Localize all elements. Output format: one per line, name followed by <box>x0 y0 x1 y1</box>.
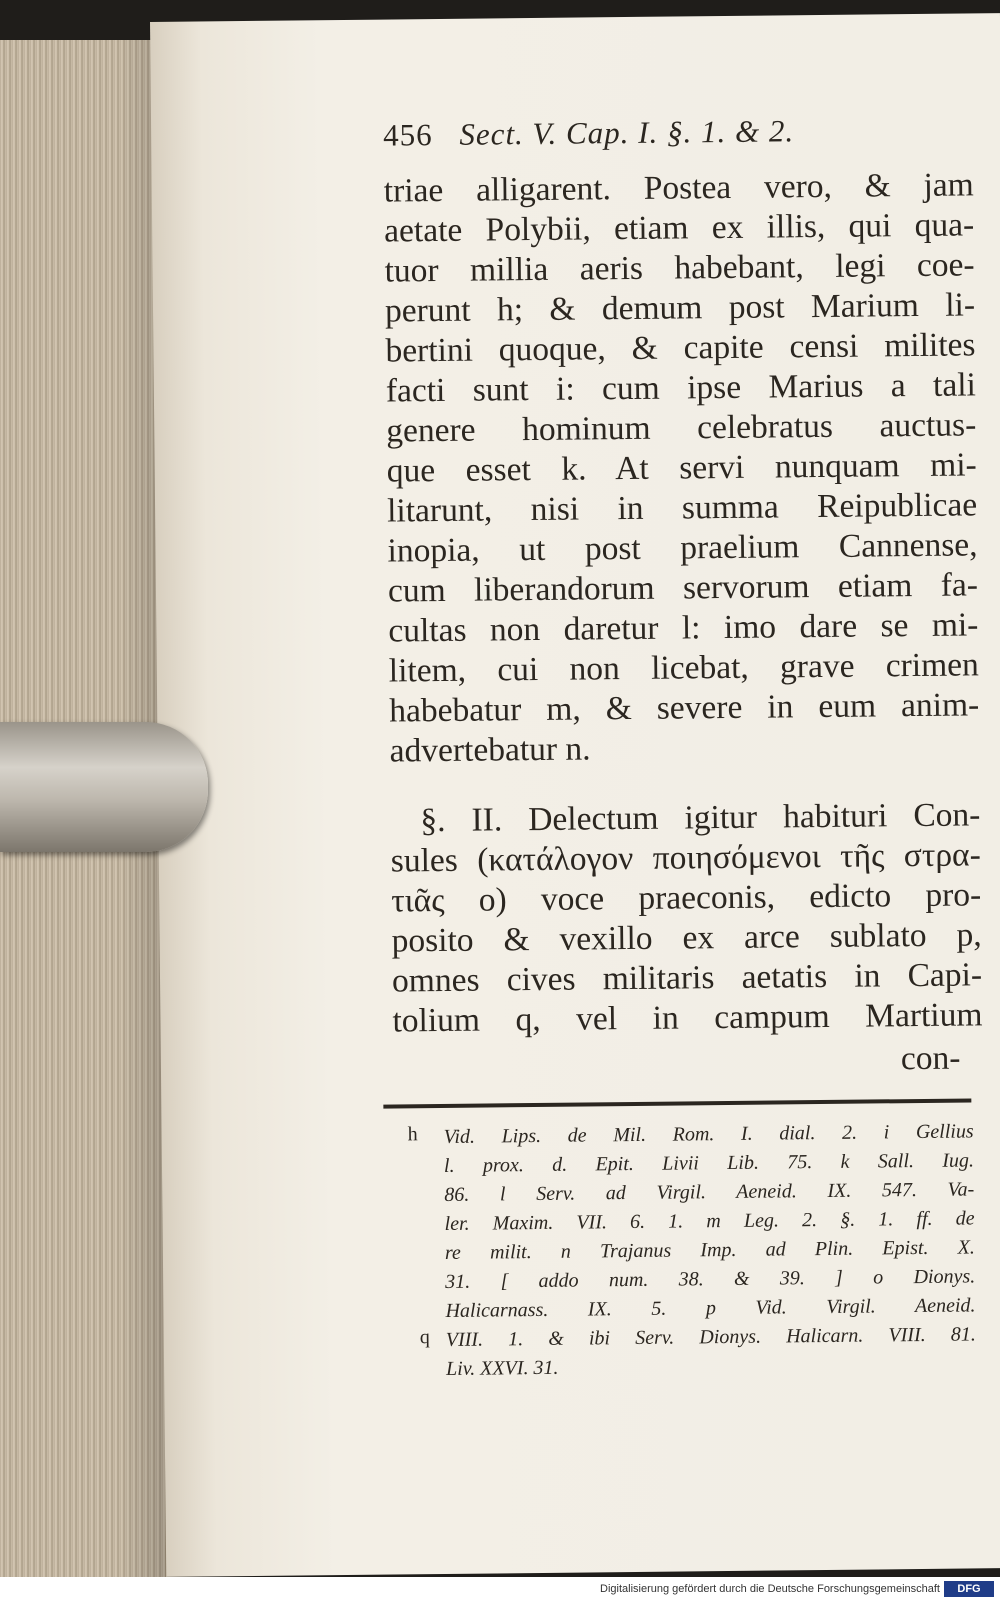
text-line: bertini quoque, & capite censi milites <box>385 326 976 370</box>
text-line: tuor millia aeris habebant, legi coe- <box>384 246 975 290</box>
page-number: 456 <box>383 117 433 153</box>
running-head <box>383 111 973 153</box>
text-line: litarunt, nisi in summa Reipublicae <box>386 486 978 530</box>
text-line: litem, cui non licebat, grave crimen <box>388 646 979 690</box>
digitization-credit-bar <box>0 1577 1000 1603</box>
footnote-line: VIII. 1. & ibi Serv. Dionys. Halicarn. VIII. 81. <box>445 1323 976 1351</box>
credit-text: Digitalisierung gefördert durch die Deutsche Forschungsgemeinschaft <box>600 1583 940 1595</box>
footnote-line: 86. l Serv. ad Virgil. Aeneid. IX. 547. Va- <box>444 1178 975 1206</box>
footnote-marker-h: h <box>407 1123 418 1146</box>
text-line: cultas non daretur l: imo dare se mi- <box>388 606 979 650</box>
text-line: advertebatur n. <box>389 730 591 770</box>
footnote-rule <box>383 1098 971 1108</box>
footnote-line: re milit. n Trajanus Imp. ad Plin. Epist. X. <box>444 1236 975 1264</box>
paragraph-1 <box>384 165 980 771</box>
text-line: omnes cives militaris aetatis in Capi- <box>391 956 983 1000</box>
text-line: inopia, ut post praelium Cannense, <box>387 526 978 570</box>
text-line: triae alligarent. Postea vero, & jam <box>383 166 974 210</box>
text-line: habebatur m, & severe in eum anim- <box>389 686 980 730</box>
text-line: genere hominum celebratus auctus- <box>386 406 977 450</box>
catchword: con- <box>900 1039 961 1078</box>
book-page <box>150 13 1000 1577</box>
footnotes <box>407 1117 977 1384</box>
footnote-marker-q: q <box>419 1326 430 1349</box>
text-line: posito & vexillo ex arce sublato p, <box>391 916 982 960</box>
text-line: τιᾶς o) voce praeconis, edicto pro- <box>391 876 982 920</box>
text-line: tolium q, vel in campum Martium <box>392 996 983 1040</box>
text-line: perunt h; & demum post Marium li- <box>384 286 976 330</box>
footnote-line: 31. [ addo num. 38. & 39. ] o Dionys. <box>445 1265 976 1293</box>
footnote-line: Halicarnass. IX. 5. p Vid. Virgil. Aeneid. <box>445 1294 976 1322</box>
footnote-line: Liv. XXVI. 31. <box>446 1356 559 1380</box>
footnote-line: l. prox. d. Epit. Livii Lib. 75. k Sall. Iug. <box>443 1149 975 1177</box>
text-line: facti sunt i: cum ipse Marius a tali <box>385 366 977 410</box>
text-line: §. II. Delectum igitur habituri Con- <box>420 796 981 840</box>
dfg-logo: DFG <box>944 1581 994 1597</box>
text-line: aetate Polybii, etiam ex illis, qui qua- <box>384 206 975 250</box>
paragraph-2 <box>390 795 982 1041</box>
page-clip <box>0 722 208 852</box>
footnote-line: Vid. Lips. de Mil. Rom. I. dial. 2. i Gellius <box>443 1120 974 1148</box>
text-line: sules (κατάλογον ποιησόμενοι τῆς στρα- <box>390 836 981 880</box>
running-head-title: Sect. V. Cap. I. §. 1. & 2. <box>459 113 795 152</box>
text-line: que esset k. At servi nunquam mi- <box>386 446 977 490</box>
text-line: cum liberandorum servorum etiam fa- <box>387 566 979 610</box>
footnote-line: ler. Maxim. VII. 6. 1. m Leg. 2. §. 1. ff. de <box>444 1207 975 1235</box>
